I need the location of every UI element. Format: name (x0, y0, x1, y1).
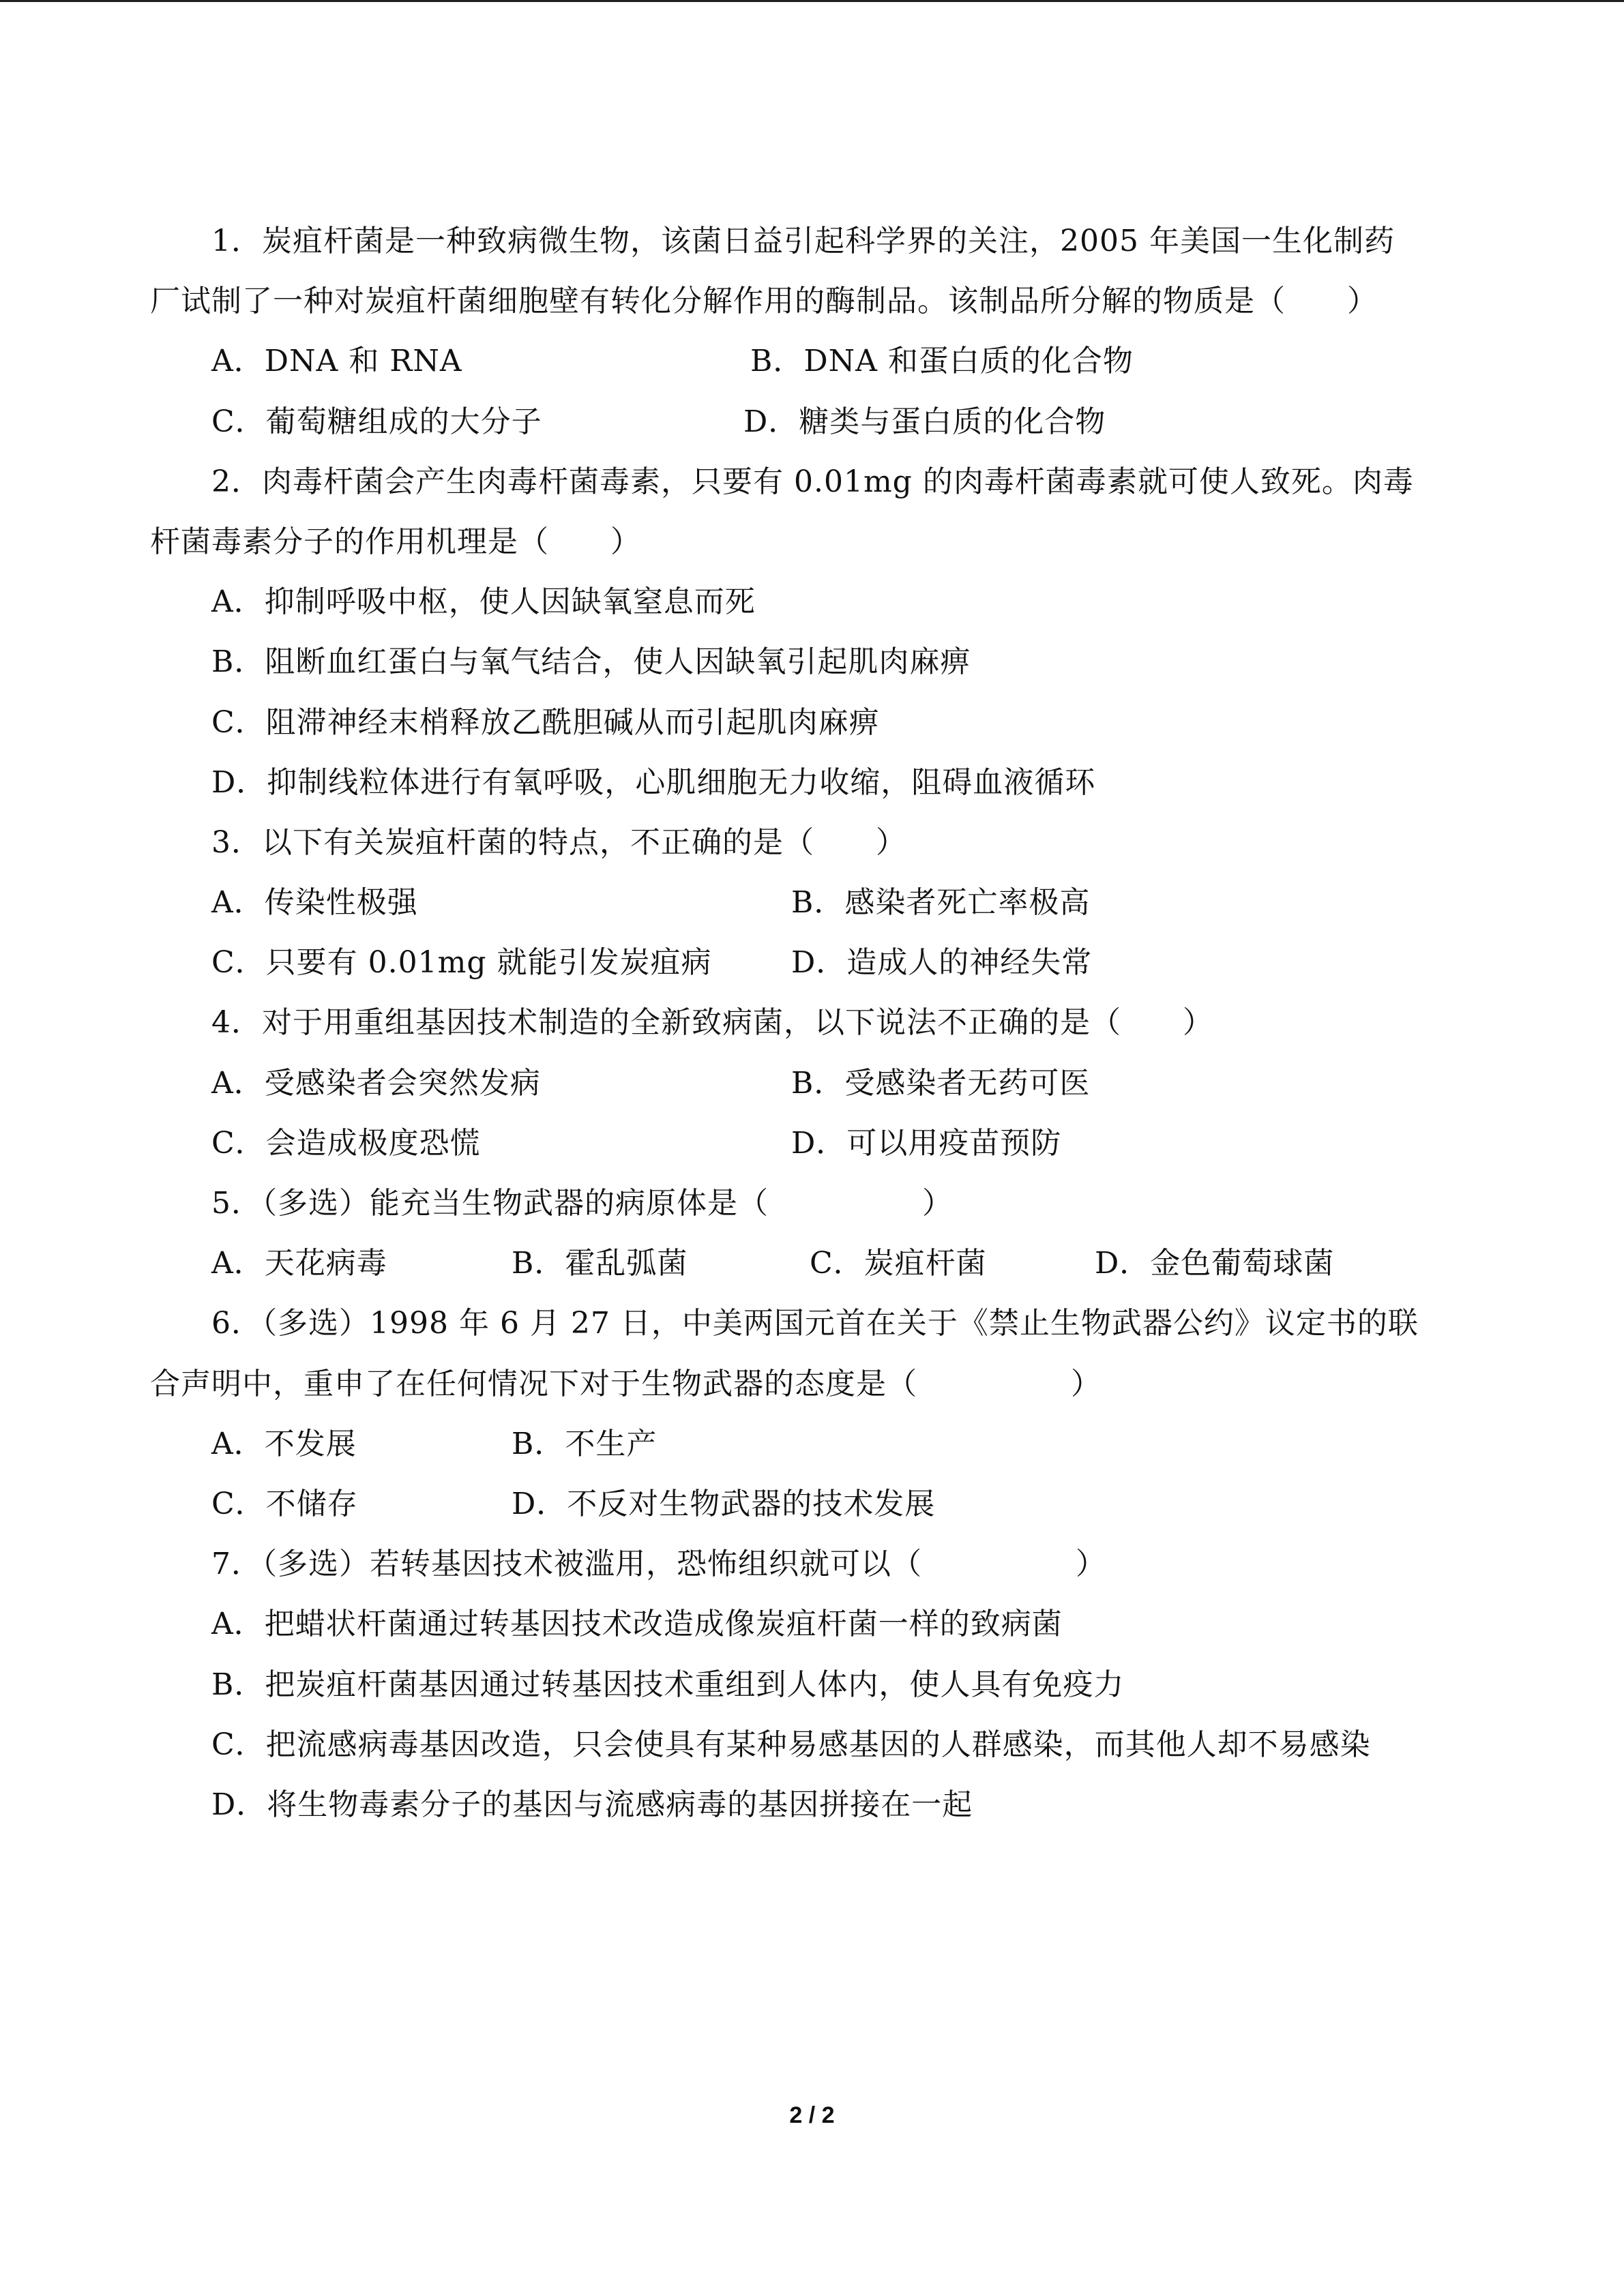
question-stem: 杆菌毒素分子的作用机理是（ ） (150, 524, 641, 559)
question-4 (150, 993, 1466, 1174)
question-stem: 合声明中，重申了在任何情况下对于生物武器的态度是（ ） (150, 1366, 1102, 1401)
option-d: D．糖类与蛋白质的化合物 (743, 404, 1106, 439)
option-row (150, 1054, 1466, 1114)
question-stem: 5．（多选）能充当生物武器的病原体是（ ） (211, 1186, 953, 1221)
option-row (150, 1114, 1466, 1174)
option-a: A．抑制呼吸中枢，使人因缺氧窒息而死 (211, 584, 756, 620)
question-7 (150, 1534, 1466, 1835)
option-a: A．天花病毒 (211, 1246, 387, 1281)
option-c: C．葡萄糖组成的大分子 (211, 404, 542, 439)
option-d: D．金色葡萄球菌 (1095, 1246, 1335, 1281)
option-a: A．把蜡状杆菌通过转基因技术改造成像炭疽杆菌一样的致病菌 (211, 1607, 1063, 1642)
option-c: C．把流感病毒基因改造，只会使具有某种易感基因的人群感染，而其他人却不易感染 (211, 1727, 1371, 1762)
question-stem: 3．以下有关炭疽杆菌的特点，不正确的是（ ） (211, 824, 906, 860)
question-stem: 1．炭疽杆菌是一种致病微生物，该菌日益引起科学界的关注，2005 年美国一生化制药 (211, 224, 1395, 258)
option-b: B．霍乱弧菌 (512, 1246, 688, 1281)
question-stem: 2．肉毒杆菌会产生肉毒杆菌毒素，只要有 0.01mg 的肉毒杆菌毒素就可使人致死。肉毒 (211, 464, 1414, 499)
option-b: B．DNA 和蛋白质的化合物 (750, 344, 1134, 379)
option-d: D．不反对生物武器的技术发展 (512, 1486, 936, 1521)
option-row (150, 933, 1466, 993)
question-stem: 厂试制了一种对炭疽杆菌细胞壁有转化分解作用的酶制品。该制品所分解的物质是（ ） (150, 284, 1378, 319)
option-row (150, 873, 1466, 933)
option-c: C．不储存 (211, 1486, 358, 1521)
page-number: 2 / 2 (789, 2102, 835, 2128)
question-6 (150, 1294, 1466, 1534)
option-b: B．把炭疽杆菌基因通过转基因技术重组到人体内，使人具有免疫力 (211, 1667, 1125, 1702)
question-stem: 7．（多选）若转基因技术被滥用，恐怖组织就可以（ ） (211, 1547, 1106, 1582)
option-b: B．阻断血红蛋白与氧气结合，使人因缺氧引起肌肉麻痹 (211, 644, 971, 680)
question-3 (150, 813, 1466, 994)
option-b: B．受感染者无药可医 (791, 1065, 1091, 1101)
option-d: D．造成人的神经失常 (791, 945, 1093, 981)
option-a: A．DNA 和 RNA (211, 344, 462, 379)
question-5 (150, 1174, 1466, 1294)
option-row (150, 392, 1466, 452)
option-row (150, 331, 1466, 391)
question-stem: 6．（多选）1998 年 6 月 27 日，中美两国元首在关于《禁止生物武器公约》议定书的联 (211, 1306, 1419, 1341)
option-d: D．将生物毒素分子的基因与流感病毒的基因拼接在一起 (211, 1787, 973, 1822)
option-b: B．不生产 (512, 1426, 658, 1461)
option-row (150, 1474, 1466, 1534)
option-a: A．传染性极强 (211, 885, 418, 921)
option-a: A．不发展 (211, 1426, 357, 1461)
option-a: A．受感染者会突然发病 (211, 1065, 541, 1101)
option-c: C．会造成极度恐慌 (211, 1125, 481, 1161)
option-c: C．炭疽杆菌 (810, 1246, 987, 1281)
option-d: D．抑制线粒体进行有氧呼吸，心肌细胞无力收缩，阻碍血液循环 (211, 764, 1096, 800)
question-1 (150, 211, 1466, 452)
option-c: C．阻滞神经末梢释放乙酰胆碱从而引起肌肉麻痹 (211, 704, 880, 740)
option-d: D．可以用疫苗预防 (791, 1125, 1062, 1161)
question-2 (150, 452, 1466, 813)
question-list (150, 211, 1466, 1835)
option-b: B．感染者死亡率极高 (791, 885, 1091, 921)
question-stem: 4．对于用重组基因技术制造的全新致病菌，以下说法不正确的是（ ） (211, 1005, 1213, 1041)
option-row (150, 1414, 1466, 1474)
option-c: C．只要有 0.01mg 就能引发炭疽病 (211, 945, 712, 981)
option-row (150, 1234, 1466, 1294)
